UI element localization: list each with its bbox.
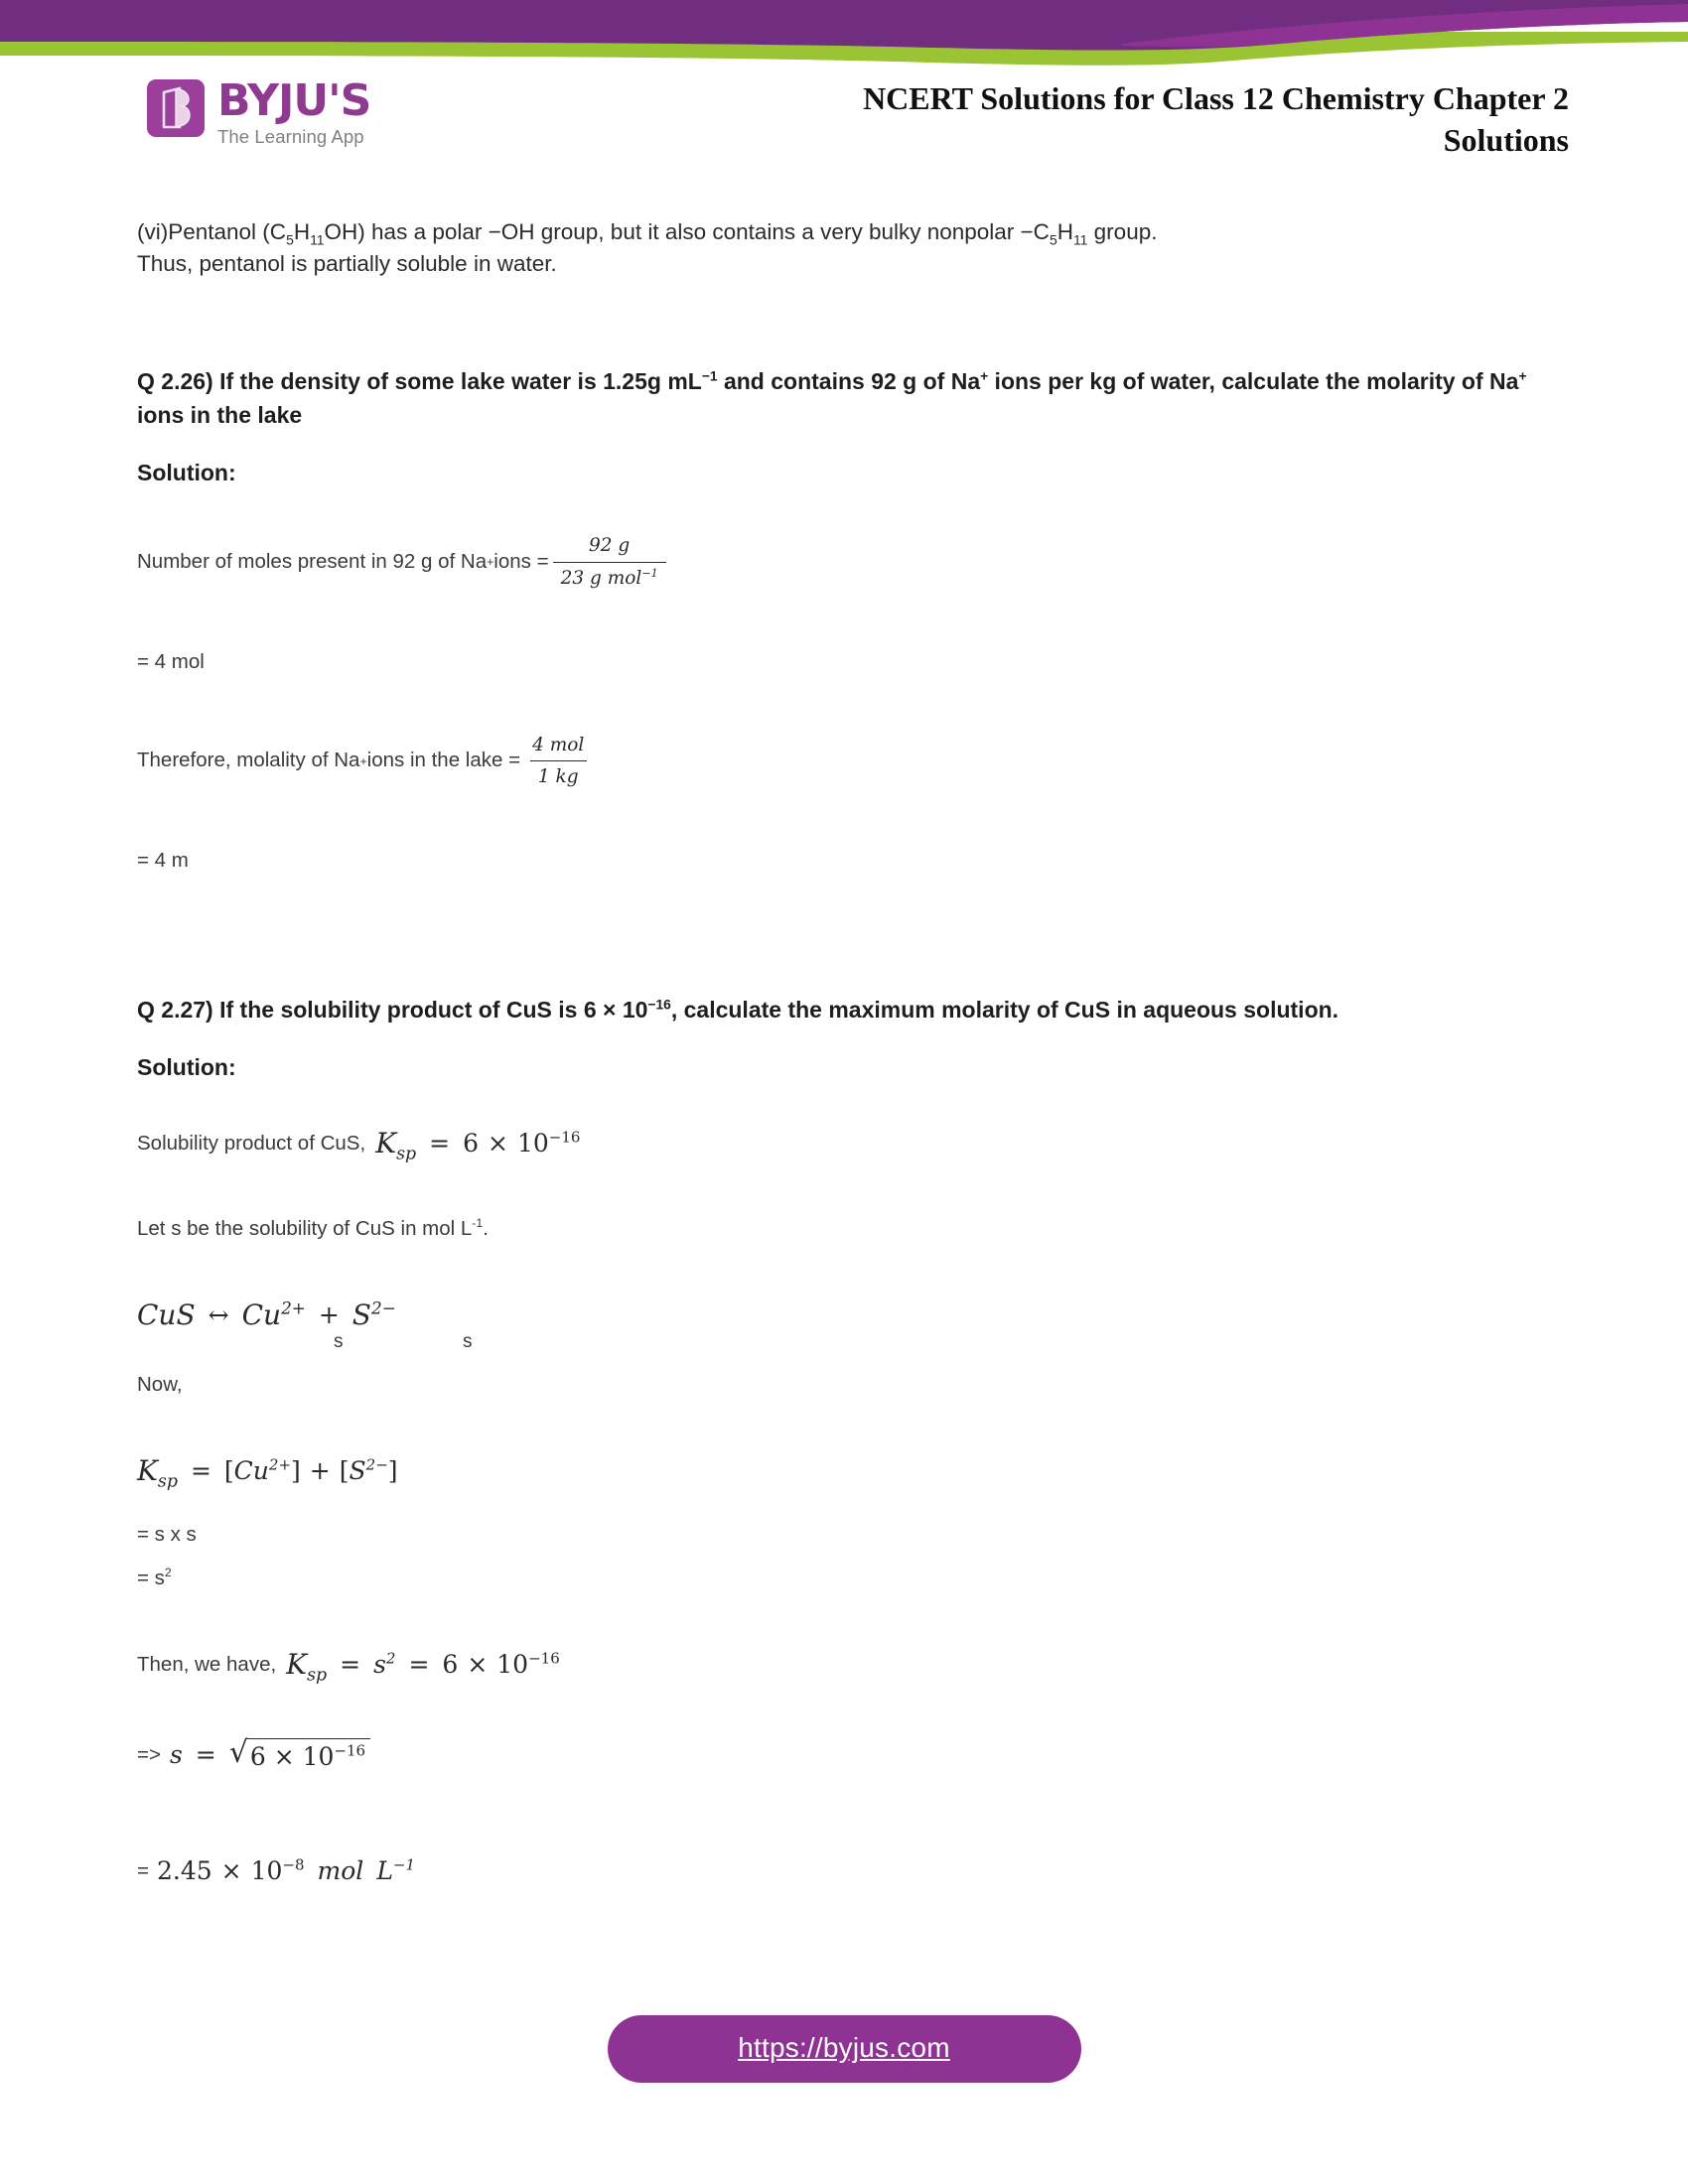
q27-ksp-power xyxy=(517,1129,580,1158)
answer-unit-L-letter: L xyxy=(376,1856,393,1886)
intro-sub-4: 11 xyxy=(1072,231,1088,248)
q26-text-d: ions in the lake xyxy=(137,401,303,428)
q27-final-answer xyxy=(137,1856,1557,1885)
then-s-exp: 2 xyxy=(385,1650,396,1669)
answer-value: 2.45 xyxy=(156,1856,212,1886)
answer-times-sign: × xyxy=(220,1856,242,1886)
ksp-s-squared-text: = s xyxy=(137,1567,165,1590)
intro-text-6: Thus, pentanol is partially soluble in water. xyxy=(137,251,557,277)
intro-sub-3: 5 xyxy=(1049,231,1057,248)
ksp-s-text: S xyxy=(349,1456,366,1486)
intro-text-2: H xyxy=(293,219,311,244)
ksp-bracket-open-2: [ xyxy=(339,1456,350,1486)
b-glyph-icon xyxy=(160,86,192,130)
q27-let-s-text: Let s be the solubility of CuS in mol L xyxy=(137,1217,473,1241)
question-2-27 xyxy=(137,994,1557,1026)
q27-now-label: Now, xyxy=(137,1373,183,1397)
sqrt-equals-sign: = xyxy=(195,1740,216,1770)
ksp-plus-sign: + xyxy=(309,1456,331,1486)
then-label-text: Then, we have, xyxy=(137,1652,277,1676)
eq-s-text: S xyxy=(352,1298,371,1332)
q26-number: Q 2.26) xyxy=(137,368,213,395)
eq-reactant-cus: CuS xyxy=(137,1298,196,1332)
intro-text-4: H xyxy=(1056,219,1073,244)
intro-text-3: OH) has a polar −OH group, but it also contains a very bulky nonpolar −C xyxy=(324,219,1050,244)
ksp-bracket-close-2: ] xyxy=(387,1456,398,1486)
radical-body-text: 6 × 10 xyxy=(249,1742,335,1772)
q26-step3-text: Therefore, molality of Na xyxy=(137,749,360,772)
answer-exp: −8 xyxy=(282,1856,305,1875)
intro-text-5: group. xyxy=(1087,219,1158,244)
q27-ksp-given xyxy=(137,1127,1557,1164)
q27-ksp-squared-line xyxy=(137,1567,1557,1590)
q27-ksp-base: 10 xyxy=(516,1129,549,1159)
q26-frac-numerator: 92 g xyxy=(588,535,631,557)
q26-step1-text: Number of moles present in 92 g of Na xyxy=(137,549,488,573)
sqrt-implies-arrow: => xyxy=(137,1742,161,1766)
then-ksp-symbol xyxy=(286,1648,328,1686)
logo-wordmark: BYJU'S xyxy=(217,75,371,126)
intro-sub-1: 5 xyxy=(286,231,294,248)
byjus-url-button[interactable]: https://byjus.com xyxy=(608,2015,1081,2083)
q27-dissociation-equation xyxy=(137,1298,1557,1331)
q27-ksp-exp: −16 xyxy=(548,1129,581,1148)
eq-product-cu xyxy=(242,1298,306,1331)
answer-unit-L-exp: −1 xyxy=(392,1856,416,1875)
page-title-line1: NCERT Solutions for Class 12 Chemistry Chapter 2 xyxy=(863,80,1569,116)
answer-power xyxy=(251,1856,305,1885)
q26-final-answer: = 4 m xyxy=(137,849,189,873)
q26-molality-denominator: 1 kg xyxy=(530,760,587,791)
ksp-s-squared-exp: 2 xyxy=(164,1566,172,1580)
page-title xyxy=(596,77,1569,161)
q27-solution-label: Solution: xyxy=(137,1054,236,1081)
then-s-letter: s xyxy=(373,1650,386,1680)
q26-solution-label: Solution: xyxy=(137,460,236,486)
then-value: 6 xyxy=(442,1650,459,1680)
then-base: 10 xyxy=(496,1650,529,1680)
q26-moles-result: = 4 mol xyxy=(137,649,205,673)
logo-tagline: The Learning App xyxy=(217,126,364,147)
q26-step3-tail: ions in the lake = xyxy=(366,749,521,772)
document-body xyxy=(137,216,1557,1885)
then-times-sign: × xyxy=(467,1650,489,1680)
ksp-bracket-open-1: [ xyxy=(223,1456,234,1486)
answer-equals-sign: = xyxy=(137,1858,149,1882)
eq-s-charge: 2− xyxy=(370,1298,396,1319)
q27-then-equation xyxy=(137,1648,1557,1686)
q27-ksp-equals: = xyxy=(429,1129,451,1159)
byjus-b-icon xyxy=(147,79,205,137)
intro-paragraph xyxy=(137,216,1557,280)
q27-number: Q 2.27) xyxy=(137,997,213,1024)
q27-let-s-line xyxy=(137,1217,1557,1241)
then-equals-1: = xyxy=(340,1650,361,1680)
q27-stoichiometry-labels xyxy=(137,1331,1557,1361)
page-header xyxy=(0,60,1688,179)
answer-base: 10 xyxy=(250,1856,283,1886)
q27-exp-a: −16 xyxy=(647,997,671,1013)
q27-ksp-product-line: = s x s xyxy=(137,1523,197,1547)
question-2-26 xyxy=(137,365,1557,432)
byjus-logo xyxy=(147,75,371,147)
ksp-symbol xyxy=(137,1454,178,1492)
q26-frac-denominator xyxy=(553,562,666,593)
q26-exp-c: + xyxy=(1518,368,1527,384)
then-K-letter: K xyxy=(286,1648,308,1682)
intro-sub-2: 11 xyxy=(310,231,325,248)
radical-contents xyxy=(246,1738,370,1771)
ksp-equals-sign: = xyxy=(190,1456,211,1486)
radical-sign-icon: √ xyxy=(228,1735,248,1771)
q26-molality-fraction xyxy=(524,732,592,792)
intro-text-1: (vi)Pentanol (C xyxy=(137,219,287,244)
q26-frac-den-text: 23 g mol xyxy=(560,567,642,589)
ksp-K-subscript: sp xyxy=(157,1471,178,1492)
page-title-line2: Solutions xyxy=(1443,122,1569,159)
q27-text-a: If the solubility product of CuS is 6 × 10 xyxy=(212,997,648,1024)
q26-text-b: and contains 92 g of Na xyxy=(717,368,981,395)
stoich-label-s: s xyxy=(463,1331,473,1353)
q26-step-molality: Therefore, molality of Na + ions in the lake = $\frac{\text{4 mol}}{1 kg}$ xyxy=(137,732,1557,792)
q26-step1-tail: ions = xyxy=(493,549,549,573)
q26-exp-b: + xyxy=(980,368,989,384)
ksp-cu-charge: 2+ xyxy=(268,1456,292,1475)
q26-text-c: ions per kg of water, calculate the molarity of Na xyxy=(988,368,1519,395)
sqrt-s-letter: s xyxy=(169,1740,183,1770)
then-exp: −16 xyxy=(528,1650,560,1669)
q26-text-a: If the density of some lake water is 1.25g mL xyxy=(212,368,702,395)
page-footer xyxy=(0,2015,1688,2083)
ksp-K-letter: K xyxy=(137,1454,158,1488)
q26-molality-numerator: 4 mol xyxy=(532,734,585,755)
then-equals-2: = xyxy=(408,1650,430,1680)
q27-let-s-tail: . xyxy=(483,1217,489,1241)
then-K-subscript: sp xyxy=(307,1665,328,1686)
answer-unit-litre xyxy=(376,1856,415,1885)
q27-let-s-exp: -1 xyxy=(472,1216,484,1231)
q27-ksp-K: K xyxy=(375,1127,397,1160)
q27-ksp-symbol xyxy=(375,1127,417,1164)
q26-exp-a: −1 xyxy=(701,368,718,384)
ksp-cu-term xyxy=(234,1456,291,1485)
then-s-squared xyxy=(373,1650,395,1679)
eq-equilibrium-arrow-icon: ↔ xyxy=(208,1300,229,1330)
q26-step-moles: Number of moles present in 92 g of Na + ions = $\frac{92 g}{23 g mol^{-1}}$ xyxy=(137,532,1557,593)
then-power xyxy=(496,1650,559,1679)
q27-ksp-label: Solubility product of CuS, xyxy=(137,1131,366,1155)
eq-cu-charge: 2+ xyxy=(281,1298,306,1319)
q27-ksp-K-sub: sp xyxy=(396,1144,417,1164)
q27-sqrt-equation xyxy=(137,1735,1557,1772)
q27-ksp-value: 6 xyxy=(463,1129,479,1159)
q27-ksp-expression xyxy=(137,1454,1557,1492)
q26-frac-den-exp: −1 xyxy=(641,566,658,580)
ksp-cu-text: Cu xyxy=(233,1456,269,1486)
square-root-expression xyxy=(228,1735,370,1772)
eq-cu-text: Cu xyxy=(241,1298,282,1332)
radical-body-exp: −16 xyxy=(334,1742,366,1761)
eq-plus-sign: + xyxy=(318,1300,340,1330)
eq-product-s xyxy=(352,1298,396,1331)
answer-unit-mol: mol xyxy=(317,1856,364,1886)
stoich-label-cu: s xyxy=(334,1331,344,1353)
q27-text-b: , calculate the maximum molarity of CuS in aqueous solution. xyxy=(670,997,1339,1024)
ksp-s-charge: 2− xyxy=(365,1456,388,1475)
q26-moles-fraction xyxy=(553,532,666,593)
q27-ksp-times: × xyxy=(488,1129,508,1159)
ksp-bracket-close-1: ] xyxy=(291,1456,301,1486)
ksp-s-term xyxy=(350,1456,388,1485)
